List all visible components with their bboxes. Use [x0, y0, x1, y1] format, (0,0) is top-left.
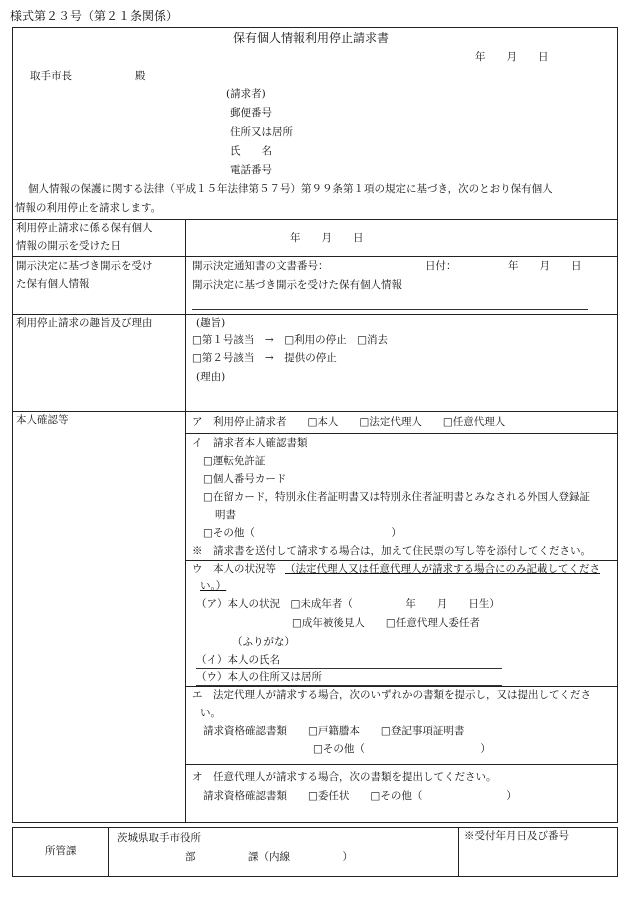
rule: [12, 256, 618, 257]
form-title: 保有個人情報利用停止請求書: [233, 31, 390, 45]
purpose-option-2[interactable]: □第２号該当 → 提供の停止: [192, 352, 337, 364]
receipt-label: ※受付年月日及び番号: [464, 830, 569, 842]
notice-date[interactable]: 年 月 日: [508, 260, 582, 272]
rule: [185, 686, 618, 687]
id-doc-mynumber[interactable]: □個人番号カード: [203, 473, 287, 485]
disclosure-date[interactable]: 年 月 日: [290, 232, 364, 244]
notice-date-label: 日付：: [425, 260, 457, 272]
footer-divider-1: [108, 827, 109, 877]
column-divider: [185, 219, 186, 823]
disclosed-info-label: 開示決定に基づき開示を受けた保有個人情報: [192, 279, 402, 291]
purpose-option-1[interactable]: □第１号該当 → □利用の停止 □消去: [192, 334, 389, 346]
rule: [185, 433, 618, 434]
dept-label: 所管課: [45, 845, 77, 857]
intro-text-1: 個人情報の保護に関する法律（平成１５年法律第５７号）第９９条第１項の規定に基づき，次のとおり保有個人: [28, 183, 553, 195]
notice-doc-number[interactable]: 開示決定通知書の文書番号：: [192, 260, 329, 272]
intro-text-2: 情報の利用停止を請求します。: [15, 202, 162, 214]
form-number: 様式第２３号（第２１条関係）: [10, 9, 179, 23]
postal-code-label[interactable]: 郵便番号: [230, 107, 272, 119]
person-address-line[interactable]: [196, 685, 502, 686]
reason-label: (理由): [196, 371, 226, 383]
row3-label: 利用停止請求の趣旨及び理由: [16, 317, 153, 329]
id-doc-residence[interactable]: □在留カード，特別永住者証明書又は特別永住者証明書とみなされる外国人登録証: [203, 491, 590, 503]
addressee: 取手市長 殿: [30, 70, 146, 82]
id-doc-license[interactable]: □運転免許証: [203, 455, 266, 467]
legal-rep-line1: エ 法定代理人が請求する場合，次のいずれかの書類を提示し，又は提出してくださ: [192, 689, 591, 701]
legal-rep-docs[interactable]: 請求資格確認書類 □戸籍謄本 □登記事項証明書: [203, 725, 465, 737]
person-status-title: ウ 本人の状況等: [192, 563, 276, 575]
legal-rep-line2: い。: [200, 707, 221, 719]
name-label[interactable]: 氏 名: [230, 145, 272, 157]
row1-label-1: 利用停止請求に係る保有個人: [16, 222, 153, 234]
furigana-label: （ふりがな）: [232, 636, 295, 648]
person-address-label: （ウ）本人の住所又は居所: [196, 671, 322, 683]
row1-label-2: 情報の開示を受けた日: [16, 240, 121, 252]
requester-type[interactable]: ア 利用停止請求者 □本人 □法定代理人 □任意代理人: [192, 416, 506, 428]
row2-label-1: 開示決定に基づき開示を受け: [16, 260, 153, 272]
footer-divider-2: [458, 827, 459, 877]
address-label[interactable]: 住所又は居所: [230, 126, 293, 138]
purpose-label: (趣旨): [196, 317, 226, 329]
dept-line: 部 課（内線 ）: [185, 851, 353, 863]
rule: [185, 560, 618, 561]
id-docs-title: イ 請求者本人確認書類: [192, 437, 308, 449]
rule: [12, 411, 618, 412]
person-status-note: （法定代理人又は任意代理人が請求する場合にのみ記載してくださ: [285, 563, 600, 575]
voluntary-rep-line1: オ 任意代理人が請求する場合，次の書類を提出してください。: [192, 771, 497, 783]
person-name-label: （イ）本人の氏名: [196, 654, 280, 666]
disclosed-info-line[interactable]: [192, 309, 588, 310]
person-status[interactable]: （ア）本人の状況 □未成年者（ 年 月 日生）: [196, 598, 500, 610]
requester-label: (請求者): [226, 88, 266, 100]
person-status-2[interactable]: □成年被後見人 □任意代理人委任者: [292, 617, 480, 629]
office-name: 茨城県取手市役所: [117, 832, 201, 844]
rule: [12, 219, 618, 220]
legal-rep-other[interactable]: □その他（ ）: [313, 743, 491, 755]
id-doc-other[interactable]: □その他（ ）: [203, 527, 402, 539]
voluntary-rep-docs[interactable]: 請求資格確認書類 □委任状 □その他（ ）: [203, 790, 517, 802]
person-name-line[interactable]: [196, 668, 502, 669]
request-date[interactable]: 年 月 日: [475, 51, 549, 63]
phone-label[interactable]: 電話番号: [230, 164, 272, 176]
id-docs-note: ※ 請求書を送付して請求する場合は，加えて住民票の写し等を添付してください。: [192, 545, 591, 557]
row2-label-2: た保有個人情報: [16, 278, 90, 290]
row4-label: 本人確認等: [16, 414, 69, 426]
person-status-note-2: い。）: [200, 580, 227, 592]
rule: [185, 764, 618, 765]
rule: [12, 314, 618, 315]
id-doc-residence-cont: 明書: [215, 509, 236, 521]
